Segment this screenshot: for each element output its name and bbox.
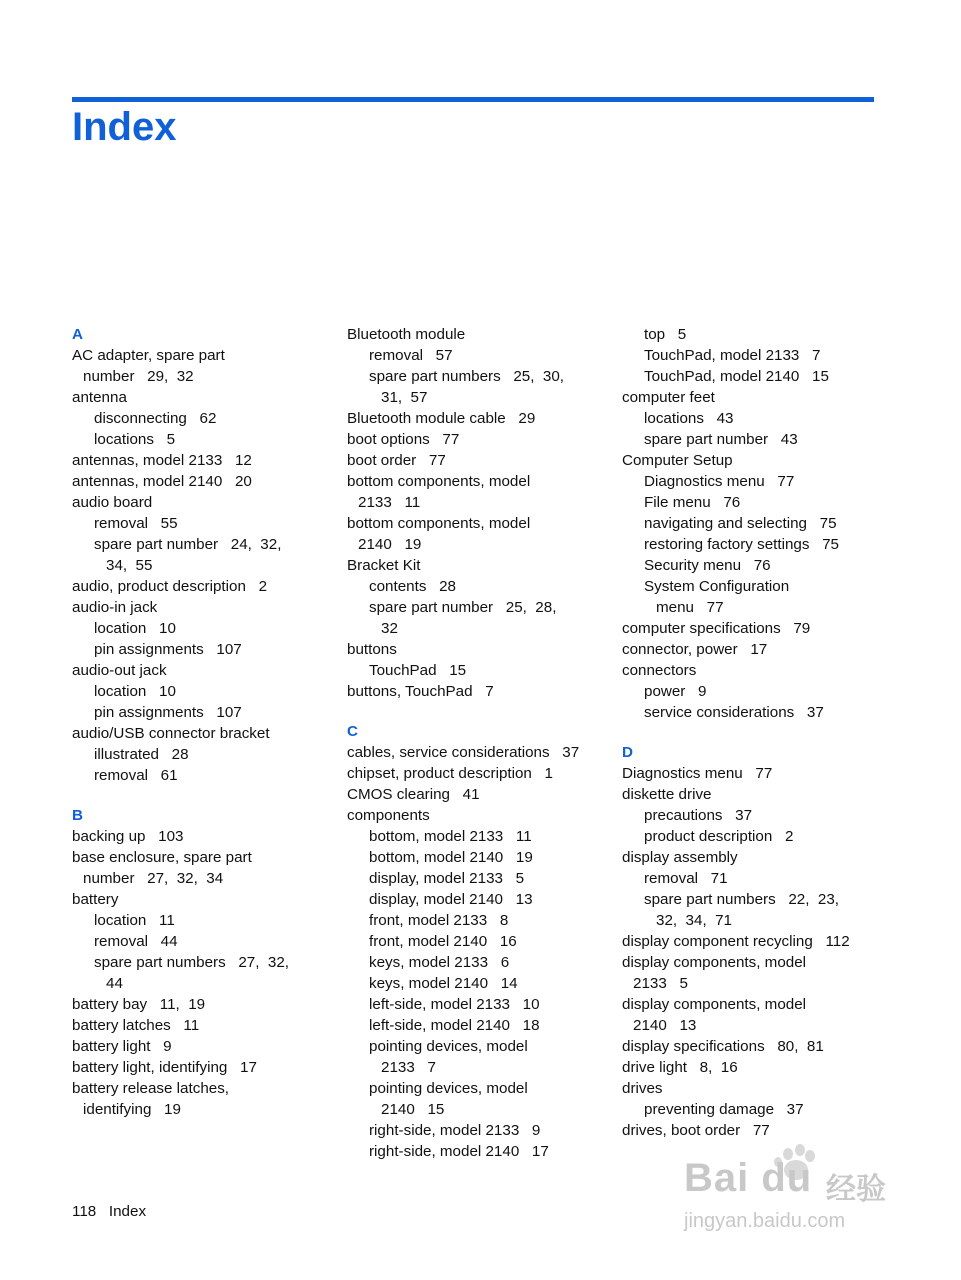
index-subentry: 2133 7 <box>381 1059 436 1076</box>
index-column-1 <box>72 324 342 1120</box>
footer-section: Index <box>108 1203 147 1220</box>
index-entry: audio, product description 2 <box>72 578 268 595</box>
index-entry: Bracket Kit <box>347 557 421 574</box>
index-subentry: number 29, 32 <box>83 368 194 385</box>
section-spacer <box>622 723 892 742</box>
index-letter-heading: C <box>347 723 358 740</box>
index-entry: bottom components, model <box>347 473 531 490</box>
index-subentry: spare part numbers 27, 32, <box>94 954 290 971</box>
index-subentry: display, model 2140 13 <box>369 891 533 908</box>
index-subentry: illustrated 28 <box>94 746 189 763</box>
index-entry: drives, boot order 77 <box>622 1122 770 1139</box>
index-entry: diskette drive <box>622 786 712 803</box>
index-subentry: 2133 5 <box>633 975 688 992</box>
index-subentry: 2140 13 <box>633 1017 697 1034</box>
index-subentry: location 10 <box>94 683 176 700</box>
index-entry: backing up 103 <box>72 828 184 845</box>
index-subentry: pointing devices, model <box>369 1038 528 1055</box>
index-subentry: display, model 2133 5 <box>369 870 525 887</box>
index-subentry: right-side, model 2140 17 <box>369 1143 549 1160</box>
index-subentry: TouchPad, model 2140 15 <box>644 368 829 385</box>
index-subentry: pin assignments 107 <box>94 641 242 658</box>
index-entry: cables, service considerations 37 <box>347 744 580 761</box>
index-entry: battery release latches, <box>72 1080 230 1097</box>
page-number: 118 <box>72 1203 97 1220</box>
index-entry: battery <box>72 891 119 908</box>
index-subentry: contents 28 <box>369 578 456 595</box>
index-entry: boot options 77 <box>347 431 460 448</box>
index-letter-heading: B <box>72 807 83 824</box>
index-entry: audio-in jack <box>72 599 158 616</box>
index-entry: connectors <box>622 662 697 679</box>
index-subentry: service considerations 37 <box>644 704 824 721</box>
index-subentry: 2140 15 <box>381 1101 445 1118</box>
index-subentry: removal 57 <box>369 347 453 364</box>
index-subentry: bottom, model 2133 11 <box>369 828 532 845</box>
index-subentry: location 10 <box>94 620 176 637</box>
index-subentry: preventing damage 37 <box>644 1101 804 1118</box>
index-subentry: spare part number 43 <box>644 431 798 448</box>
index-subentry: TouchPad 15 <box>369 662 467 679</box>
watermark-chinese: 经验 <box>826 1173 886 1206</box>
index-subentry: front, model 2133 8 <box>369 912 509 929</box>
index-subentry: Diagnostics menu 77 <box>644 473 795 490</box>
index-subentry: 31, 57 <box>381 389 428 406</box>
index-subentry: right-side, model 2133 9 <box>369 1122 541 1139</box>
index-subentry: File menu 76 <box>644 494 741 511</box>
index-subentry: 32, 34, 71 <box>656 912 732 929</box>
index-entry: display assembly <box>622 849 738 866</box>
index-subentry: location 11 <box>94 912 175 929</box>
index-subentry: pin assignments 107 <box>94 704 242 721</box>
index-subentry: TouchPad, model 2133 7 <box>644 347 821 364</box>
index-entry: computer specifications 79 <box>622 620 811 637</box>
index-entry: drive light 8, 16 <box>622 1059 738 1076</box>
index-entry: chipset, product description 1 <box>347 765 553 782</box>
page-title: Index <box>72 105 177 149</box>
index-column-3 <box>622 324 892 1141</box>
index-entry: battery bay 11, 19 <box>72 996 206 1013</box>
index-subentry: keys, model 2140 14 <box>369 975 518 992</box>
index-subentry: left-side, model 2140 18 <box>369 1017 540 1034</box>
index-subentry: number 27, 32, 34 <box>83 870 224 887</box>
index-entry: components <box>347 807 430 824</box>
index-entry: display components, model <box>622 954 807 971</box>
index-entry: buttons, TouchPad 7 <box>347 683 494 700</box>
index-subentry: power 9 <box>644 683 707 700</box>
watermark-brand: Bai du <box>684 1156 813 1200</box>
index-subentry: 34, 55 <box>106 557 153 574</box>
index-subentry: 2133 11 <box>358 494 421 511</box>
index-subentry: pointing devices, model <box>369 1080 528 1097</box>
index-entry: boot order 77 <box>347 452 446 469</box>
index-subentry: spare part numbers 22, 23, <box>644 891 840 908</box>
index-subentry: identifying 19 <box>83 1101 181 1118</box>
index-subentry: 44 <box>106 975 123 992</box>
index-entry: Bluetooth module <box>347 326 466 343</box>
index-subentry: bottom, model 2140 19 <box>369 849 533 866</box>
index-subentry: locations 43 <box>644 410 734 427</box>
index-entry: display component recycling 112 <box>622 933 850 950</box>
index-subentry: removal 55 <box>94 515 178 532</box>
index-subentry: restoring factory settings 75 <box>644 536 839 553</box>
index-subentry: spare part number 24, 32, <box>94 536 282 553</box>
index-entry: battery light, identifying 17 <box>72 1059 257 1076</box>
index-entry: antennas, model 2140 20 <box>72 473 252 490</box>
index-entry: battery light 9 <box>72 1038 172 1055</box>
index-entry: CMOS clearing 41 <box>347 786 480 803</box>
index-entry: antennas, model 2133 12 <box>72 452 252 469</box>
index-entry: connector, power 17 <box>622 641 768 658</box>
index-entry: bottom components, model <box>347 515 531 532</box>
baidu-watermark <box>676 1140 906 1250</box>
index-subentry: removal 44 <box>94 933 178 950</box>
index-letter-heading: A <box>72 326 83 343</box>
section-spacer <box>72 786 342 805</box>
index-subentry: removal 61 <box>94 767 178 784</box>
index-subentry: spare part numbers 25, 30, <box>369 368 565 385</box>
index-entry: display specifications 80, 81 <box>622 1038 824 1055</box>
index-subentry: front, model 2140 16 <box>369 933 517 950</box>
index-entry: battery latches 11 <box>72 1017 200 1034</box>
index-subentry: keys, model 2133 6 <box>369 954 510 971</box>
index-subentry: disconnecting 62 <box>94 410 217 427</box>
index-entry: base enclosure, spare part <box>72 849 252 866</box>
index-subentry: menu 77 <box>656 599 724 616</box>
index-subentry: precautions 37 <box>644 807 753 824</box>
index-subentry: navigating and selecting 75 <box>644 515 837 532</box>
page-footer <box>72 1201 146 1222</box>
index-entry: audio/USB connector bracket <box>72 725 270 742</box>
index-entry: audio-out jack <box>72 662 167 679</box>
index-entry: antenna <box>72 389 127 406</box>
index-entry: audio board <box>72 494 153 511</box>
index-entry: Bluetooth module cable 29 <box>347 410 536 427</box>
index-subentry: removal 71 <box>644 870 728 887</box>
section-spacer <box>347 702 617 721</box>
index-entry: drives <box>622 1080 663 1097</box>
index-entry: display components, model <box>622 996 807 1013</box>
watermark-url: jingyan.baidu.com <box>684 1210 846 1232</box>
index-subentry: product description 2 <box>644 828 794 845</box>
index-letter-heading: D <box>622 744 633 761</box>
index-subentry: locations 5 <box>94 431 176 448</box>
index-entry: Diagnostics menu 77 <box>622 765 773 782</box>
index-subentry: 2140 19 <box>358 536 422 553</box>
index-entry: computer feet <box>622 389 715 406</box>
index-subentry: 32 <box>381 620 398 637</box>
index-subentry: spare part number 25, 28, <box>369 599 557 616</box>
index-entry: AC adapter, spare part <box>72 347 225 364</box>
index-entry: buttons <box>347 641 397 658</box>
index-subentry: Security menu 76 <box>644 557 771 574</box>
index-subentry: left-side, model 2133 10 <box>369 996 540 1013</box>
index-subentry: top 5 <box>644 326 687 343</box>
index-entry: Computer Setup <box>622 452 733 469</box>
index-subentry: System Configuration <box>644 578 790 595</box>
title-rule <box>72 97 874 102</box>
index-column-2 <box>347 324 617 1162</box>
